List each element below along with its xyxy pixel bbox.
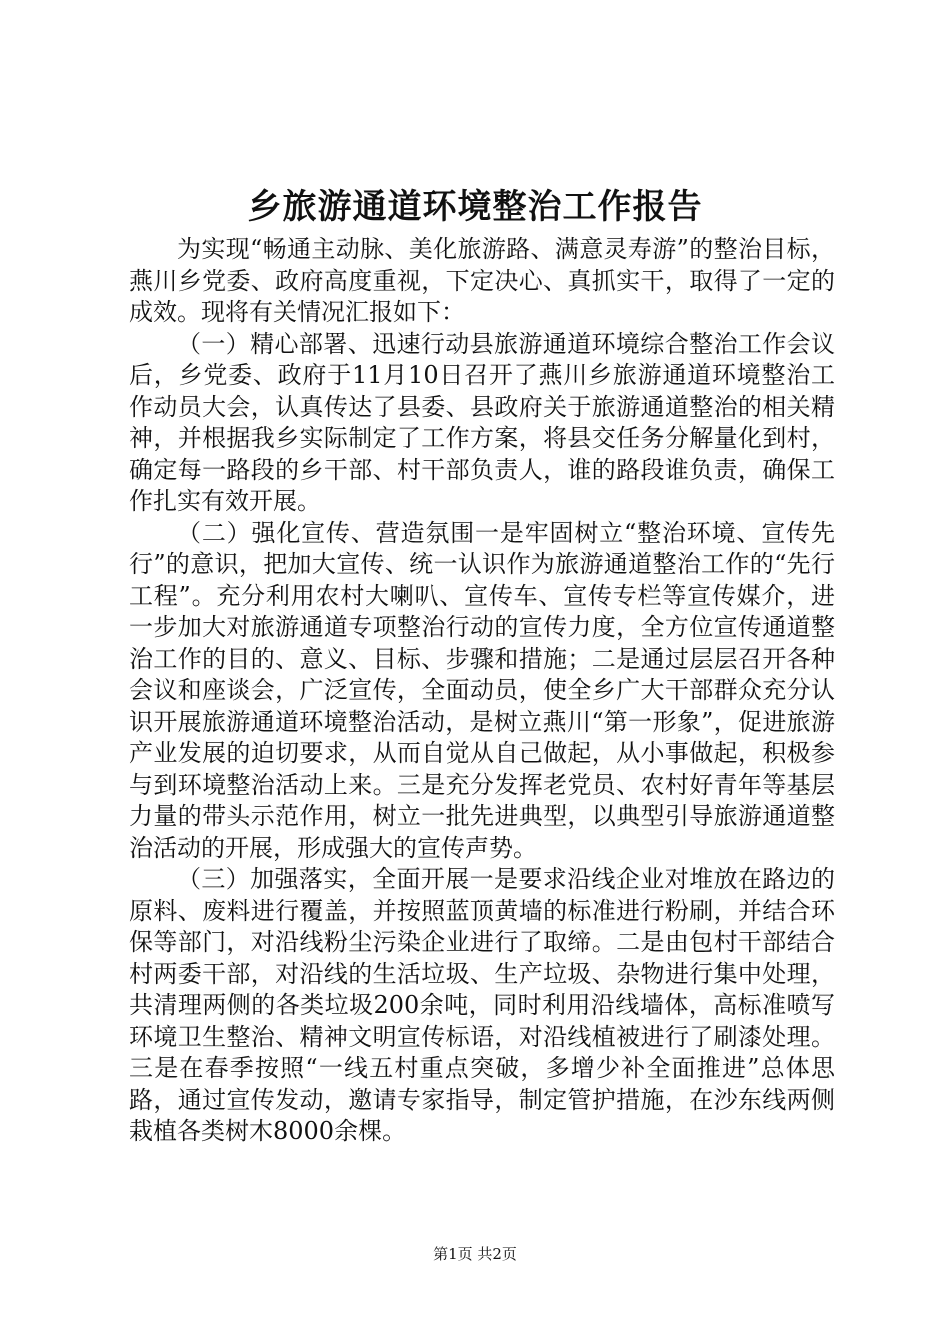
paragraph-intro: 为实现“畅通主动脉、美化旅游路、满意灵寿游”的整治目标，燕川乡党委、政府高度重视，下定决心、真抓实干，取得了一定的成效。现将有关情况汇报如下： bbox=[129, 235, 835, 326]
document-title: 乡旅游通道环境整治工作报告 bbox=[247, 187, 703, 227]
paragraph-section-2: （二）强化宣传、营造氛围一是牢固树立“整治环境、宣传先行”的意识，把加大宣传、统一认识作为旅游通道整治工作的“先行工程”。充分利用农村大喇叭、宣传车、宣传专栏等宣传媒介，进一步加大对旅游通道专项整治行动的宣传力度，全方位宣传通道整治工作的目的、意义、目标、步骤和措施；二是通过层层召开各种会议和座谈会，广泛宣传，全面动员，使全乡广大干部群众充分认识开展旅游通道环境整治活动，是树立燕川“第一形象”，促进旅游产业发展的迫切要求，从而自觉从自己做起，从小事做起，积极参与到环境整治活动上来。三是充分发挥老党员、农村好青年等基层力量的带头示范作用，树立一批先进典型，以典型引导旅游通道整治活动的开展，形成强大的宣传声势。 bbox=[129, 518, 835, 862]
paragraph-section-1: （一）精心部署、迅速行动县旅游通道环境综合整治工作会议后，乡党委、政府于11月10日召开了燕川乡旅游通道环境整治工作动员大会，认真传达了县委、县政府关于旅游通道整治的相关精神，并根据我乡实际制定了工作方案，将县交任务分解量化到村，确定每一路段的乡干部、村干部负责人，谁的路段谁负责，确保工作扎实有效开展。 bbox=[129, 329, 835, 515]
page-number-footer: 第1页 共2页 bbox=[433, 1245, 517, 1263]
paragraph-section-3: （三）加强落实，全面开展一是要求沿线企业对堆放在路边的原料、废料进行覆盖，并按照蓝顶黄墙的标准进行粉刷，并结合环保等部门，对沿线粉尘污染企业进行了取缔。二是由包村干部结合村两委干部，对沿线的生活垃圾、生产垃圾、杂物进行集中处理，共清理两侧的各类垃圾200余吨，同时利用沿线墙体，高标准喷写环境卫生整治、精神文明宣传标语，对沿线植被进行了刷漆处理。三是在春季按照“一线五村重点突破，多增少补全面推进”总体思路，通过宣传发动，邀请专家指导，制定管护措施，在沙东线两侧栽植各类树木8000余棵。 bbox=[129, 865, 835, 1145]
document-body bbox=[129, 234, 835, 1148]
